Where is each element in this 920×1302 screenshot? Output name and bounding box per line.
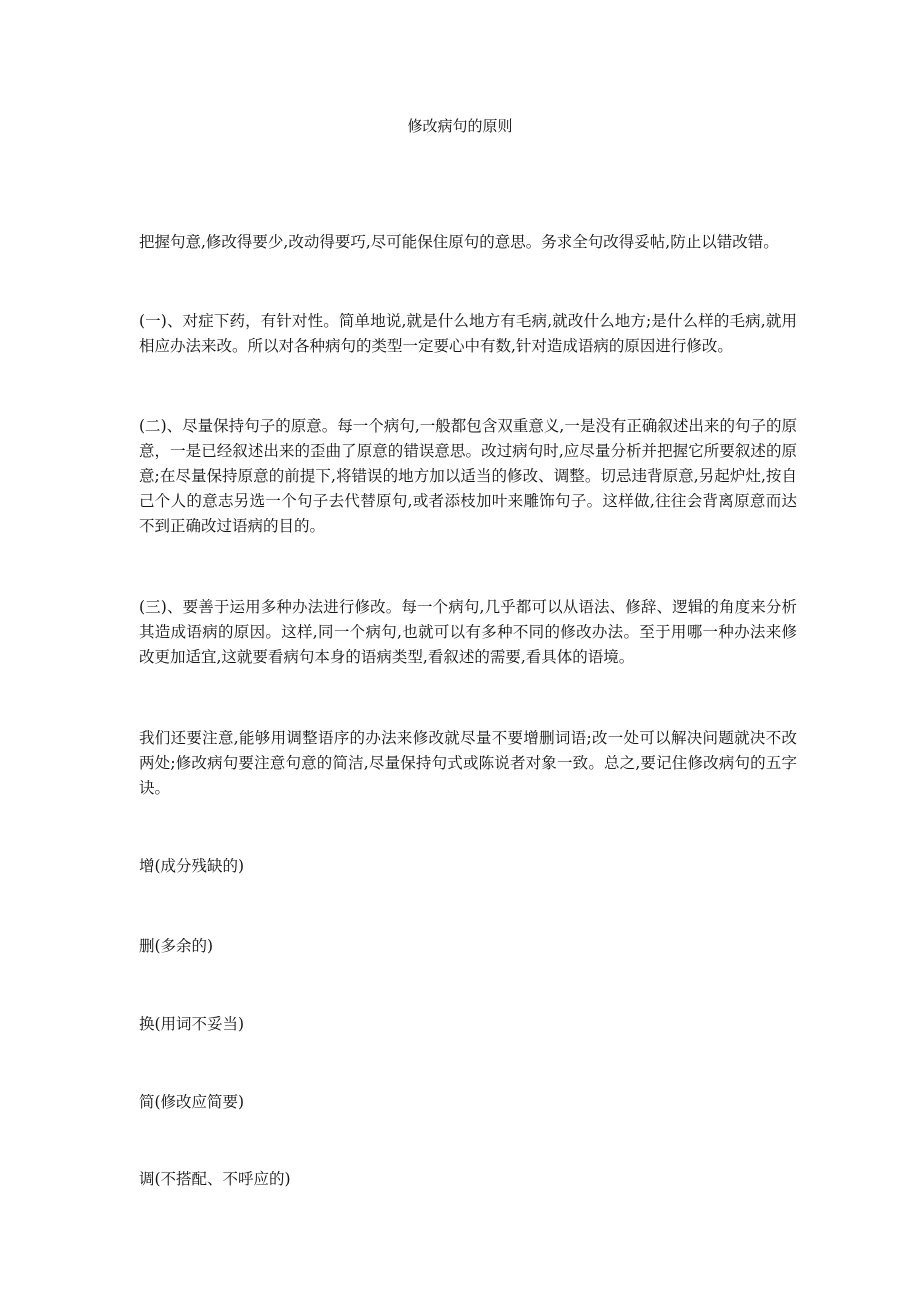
mnemonic-item-add: 增(成分残缺的) (139, 857, 245, 875)
paragraph-summary: 我们还要注意,能够用调整语序的办法来修改就尽量不要增删词语;改一处可以解决问题就决不改两处;修改病句要注意句意的简洁,尽量保持句式或陈说者对象一致。总之,要记住修改病句的五字诀。 (139, 729, 797, 797)
mnemonic-item-adjust: 调(不搭配、不呼应的) (139, 1170, 291, 1188)
document-title: 修改病句的原则 (407, 117, 513, 135)
mnemonic-item-delete: 删(多余的) (139, 937, 214, 955)
paragraph-intro: 把握句意,修改得要少,改动得要巧,尽可能保住原句的意思。务求全句改得妥帖,防止以错改错。 (139, 233, 779, 251)
paragraph-principle-1: (一)、对症下药，有针对性。简单地说,就是什么地方有毛病,就改什么地方;是什么样的毛病,就用相应办法来改。所以对各种病句的类型一定要心中有数,针对造成语病的原因进行修改。 (139, 312, 797, 355)
paragraph-principle-3: (三)、要善于运用多种办法进行修改。每一个病句,几乎都可以从语法、修辞、逻辑的角度来分析其造成语病的原因。这样,同一个病句,也就可以有多种不同的修改办法。至于用哪一种办法来修改更加适宜,这就要看病句本身的语病类型,看叙述的需要,看具体的语境。 (139, 598, 797, 666)
paragraph-principle-2: (二)、尽量保持句子的原意。每一个病句,一般都包含双重意义,一是没有正确叙述出来的句子的原意，一是已经叙述出来的歪曲了原意的错误意思。改过病句时,应尽量分析并把握它所要叙述的原意;在尽量保持原意的前提下,将错误的地方加以适当的修改、调整。切忌违背原意,另起炉灶,按自己个人的意志另选一个句子去代替原句,或者添枝加叶来雕饰句子。这样做,往往会背离原意而达不到正确改过语病的目的。 (139, 417, 797, 535)
mnemonic-item-simplify: 简(修改应简要) (139, 1093, 245, 1111)
mnemonic-item-replace: 换(用词不妥当) (139, 1015, 245, 1033)
